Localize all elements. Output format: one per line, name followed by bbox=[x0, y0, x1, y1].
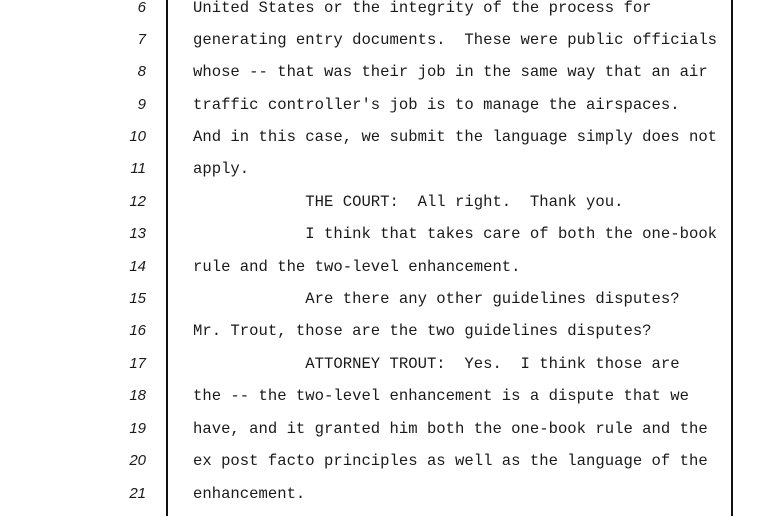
transcript-line bbox=[0, 291, 780, 323]
line-text: generating entry documents. These were public officials bbox=[193, 31, 718, 49]
transcript-line bbox=[0, 259, 780, 291]
line-text: have, and it granted him both the one-book rule and the bbox=[193, 420, 708, 438]
transcript-line bbox=[0, 32, 780, 64]
line-text: United States or the integrity of the process for bbox=[193, 0, 652, 17]
line-number: 16 bbox=[129, 322, 146, 339]
transcript-line bbox=[0, 129, 780, 161]
line-number: 11 bbox=[130, 160, 146, 177]
transcript-line bbox=[0, 97, 780, 129]
line-text: the -- the two-level enhancement is a dispute that we bbox=[193, 387, 689, 405]
line-text: traffic controller's job is to manage the airspaces. bbox=[193, 96, 680, 114]
line-text: THE COURT: All right. Thank you. bbox=[193, 193, 624, 211]
transcript-line bbox=[0, 226, 780, 258]
line-text: whose -- that was their job in the same way that an air bbox=[193, 63, 708, 81]
transcript-line bbox=[0, 421, 780, 453]
line-text: rule and the two-level enhancement. bbox=[193, 258, 521, 276]
line-text: And in this case, we submit the language simply does not bbox=[193, 128, 718, 146]
line-number: 10 bbox=[129, 128, 146, 145]
transcript-line bbox=[0, 486, 780, 518]
transcript-line bbox=[0, 0, 780, 32]
line-number: 7 bbox=[137, 31, 146, 48]
transcript-line bbox=[0, 64, 780, 96]
line-number: 13 bbox=[129, 225, 146, 242]
line-number: 18 bbox=[129, 387, 146, 404]
transcript-line bbox=[0, 323, 780, 355]
transcript-line bbox=[0, 356, 780, 388]
transcript-line bbox=[0, 194, 780, 226]
line-text: Are there any other guidelines disputes? bbox=[193, 290, 680, 308]
line-text: ATTORNEY TROUT: Yes. I think those are bbox=[193, 355, 680, 373]
line-number: 8 bbox=[137, 63, 146, 80]
line-number: 9 bbox=[137, 96, 146, 113]
line-number: 6 bbox=[137, 0, 146, 16]
line-number: 21 bbox=[129, 485, 146, 502]
line-text: I think that takes care of both the one-book bbox=[193, 225, 718, 243]
line-number: 19 bbox=[129, 420, 146, 437]
transcript-line bbox=[0, 161, 780, 193]
transcript-line bbox=[0, 388, 780, 420]
line-number: 17 bbox=[129, 355, 146, 372]
line-number: 12 bbox=[129, 193, 146, 210]
line-number: 20 bbox=[129, 452, 146, 469]
transcript-line bbox=[0, 453, 780, 485]
line-text: ex post facto principles as well as the language of the bbox=[193, 452, 708, 470]
line-number: 14 bbox=[129, 258, 146, 275]
line-text: apply. bbox=[193, 160, 250, 178]
line-number: 15 bbox=[129, 290, 146, 307]
line-text: Mr. Trout, those are the two guidelines disputes? bbox=[193, 322, 652, 340]
line-text: enhancement. bbox=[193, 485, 306, 503]
